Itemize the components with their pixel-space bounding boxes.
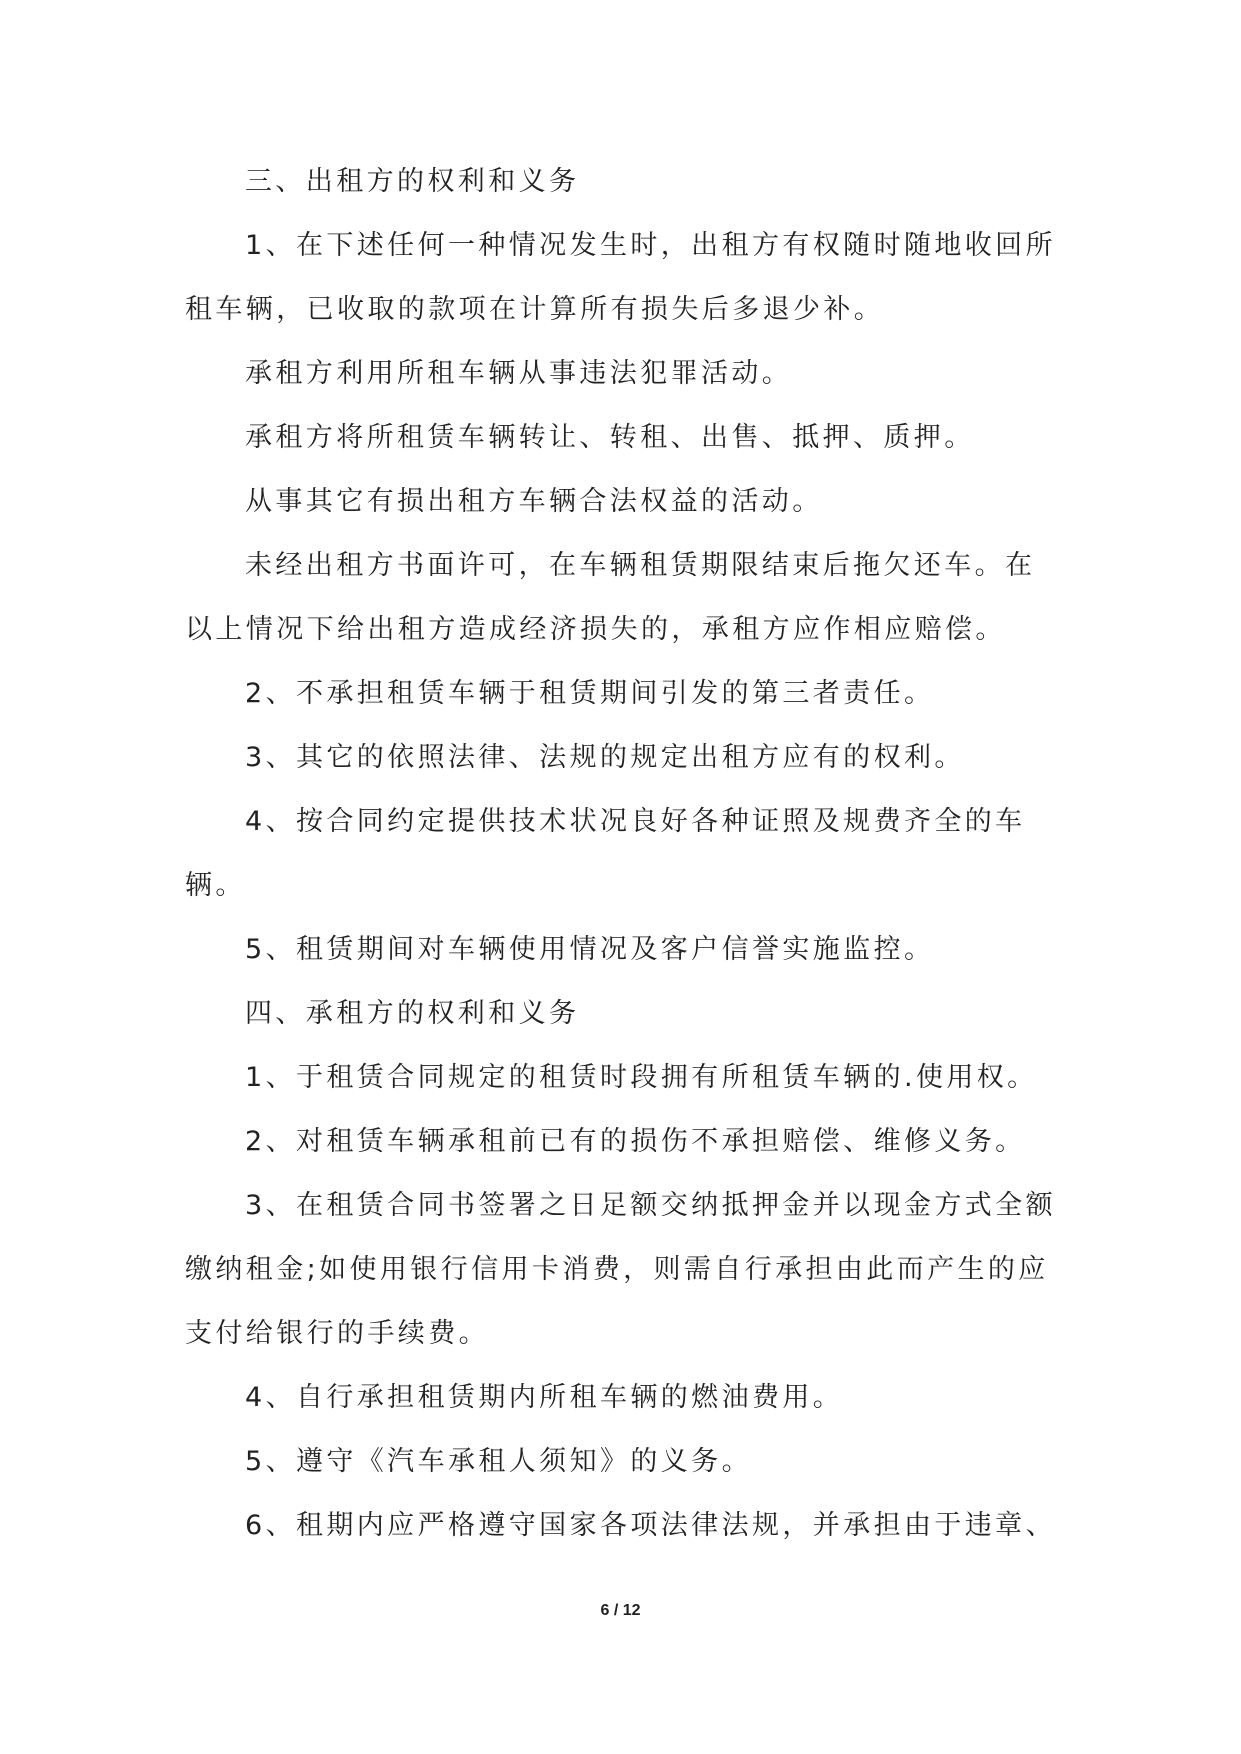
paragraph-lessor-right-2: 2、不承担租赁车辆于租赁期间引发的第三者责任。	[245, 678, 935, 709]
paragraph-lessee-right-1: 1、于租赁合同规定的租赁时段拥有所租赁车辆的.使用权。	[245, 1062, 1038, 1093]
paragraph-lessee-duty-4: 4、自行承担租赁期内所租车辆的燃油费用。	[245, 1382, 844, 1413]
paragraph-lessee-duty-5: 5、遵守《汽车承租人须知》的义务。	[245, 1446, 752, 1477]
paragraph-condition-illegal-use: 承租方利用所租车辆从事违法犯罪活动。	[245, 358, 793, 389]
paragraph-lessee-duty-6: 6、租期内应严格遵守国家各项法律法规，并承担由于违章、	[245, 1510, 1056, 1541]
paragraph-lessor-duty-5: 5、租赁期间对车辆使用情况及客户信誉实施监控。	[245, 934, 935, 965]
paragraph-lessee-right-2: 2、对租赁车辆承租前已有的损伤不承担赔偿、维修义务。	[245, 1126, 1026, 1157]
paragraph-condition-transfer: 承租方将所租赁车辆转让、转租、出售、抵押、质押。	[245, 422, 975, 453]
paragraph-condition-late-return: 未经出租方书面许可，在车辆租赁期限结束后拖欠还车。在以上情况下给出租方造成经济损失的，承租方应作相应赔偿。	[185, 550, 1036, 645]
paragraph-lessee-duty-3: 3、在租赁合同书签署之日足额交纳抵押金并以现金方式全额缴纳租金;如使用银行信用卡消费，则需自行承担由此而产生的应支付给银行的手续费。	[185, 1190, 1056, 1349]
section-heading-lessee-rights: 四、承租方的权利和义务	[245, 998, 580, 1029]
paragraph-lessor-right-1: 1、在下述任何一种情况发生时，出租方有权随时随地收回所租车辆，已收取的款项在计算所有损失后多退少补。	[185, 230, 1056, 325]
paragraph-lessor-duty-4: 4、按合同约定提供技术状况良好各种证照及规费齐全的车辆。	[185, 806, 1026, 901]
paragraph-condition-harm: 从事其它有损出租方车辆合法权益的活动。	[245, 486, 823, 517]
paragraph-lessor-right-3: 3、其它的依照法律、法规的规定出租方应有的权利。	[245, 742, 965, 773]
page-number: 6 / 12	[600, 1602, 641, 1619]
document-body	[185, 150, 1065, 1558]
section-heading-lessor-rights: 三、出租方的权利和义务	[245, 166, 580, 197]
